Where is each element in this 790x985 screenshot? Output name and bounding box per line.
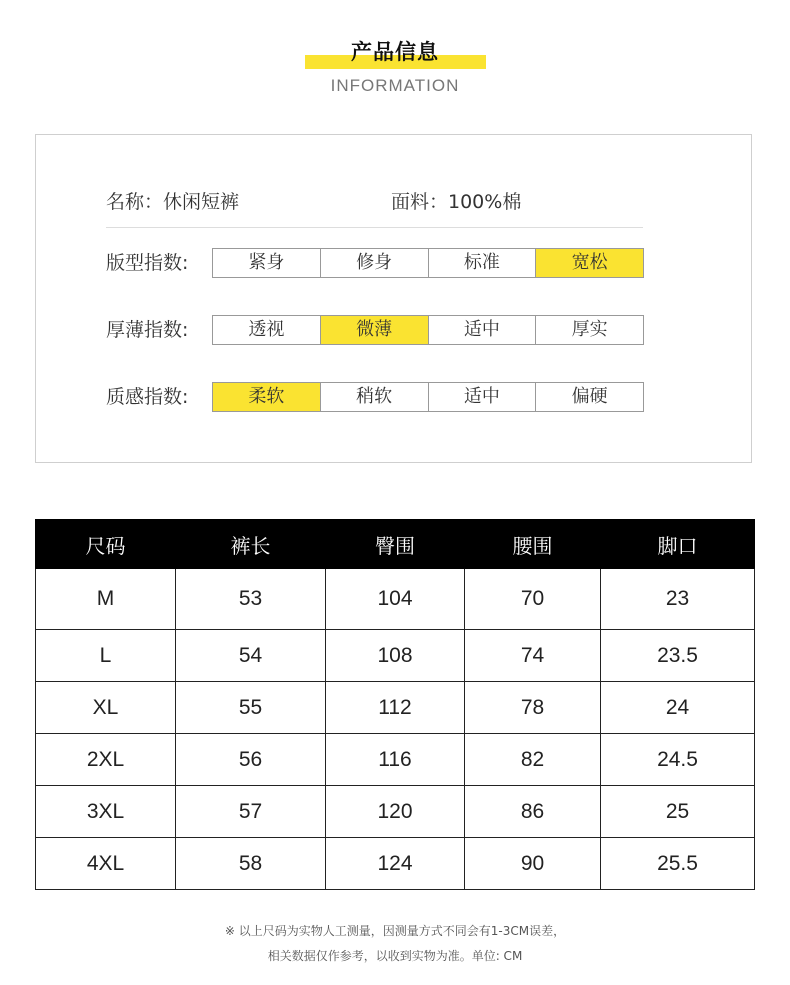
section-title: 产品信息: [351, 40, 439, 64]
metric-label: 版型指数:: [106, 252, 189, 274]
table-cell: 108: [326, 630, 465, 682]
metric-option: 微薄: [321, 316, 429, 344]
metric-option: 适中: [429, 383, 537, 411]
table-cell: 25: [601, 786, 755, 838]
section-subtitle: INFORMATION: [330, 76, 460, 95]
thickness-index: [106, 315, 646, 345]
table-row: [36, 569, 755, 630]
product-name: 名称：休闲短裤: [106, 191, 240, 213]
table-row: [36, 682, 755, 734]
table-row: [36, 838, 755, 890]
fit-index-scale: [212, 248, 644, 278]
texture-index: [106, 382, 646, 412]
table-cell: 53: [176, 569, 326, 630]
metric-option: 标准: [429, 249, 537, 277]
thickness-index-scale: [212, 315, 644, 345]
table-cell: 23.5: [601, 630, 755, 682]
table-cell: 55: [176, 682, 326, 734]
metric-option: 透视: [213, 316, 321, 344]
table-cell: 78: [465, 682, 601, 734]
table-cell: 57: [176, 786, 326, 838]
table-cell: 54: [176, 630, 326, 682]
table-row: [36, 630, 755, 682]
table-row: [36, 786, 755, 838]
table-cell: 86: [465, 786, 601, 838]
measurement-note: ※ 以上尺码为实物人工测量，因测量方式不同会有1-3CM误差，: [224, 924, 566, 938]
table-cell: 24: [601, 682, 755, 734]
column-header-hip: 臀围: [326, 520, 465, 569]
metric-option: 偏硬: [571, 386, 608, 407]
texture-index-scale: [212, 382, 644, 412]
table-cell: 124: [326, 838, 465, 890]
metric-option: 稍软: [321, 383, 429, 411]
table-cell: M: [36, 569, 176, 630]
table-cell: 24.5: [601, 734, 755, 786]
measurement-note-unit: 相关数据仅作参考，以收到实物为准。单位: CM: [267, 949, 523, 963]
table-cell: 112: [326, 682, 465, 734]
column-header-size: 尺码: [36, 520, 176, 569]
table-cell: 120: [326, 786, 465, 838]
info-divider: [106, 227, 643, 228]
table-cell: 82: [465, 734, 601, 786]
column-header-length: 裤长: [176, 520, 326, 569]
table-header-row: [36, 520, 755, 569]
metric-option: 紧身: [213, 249, 321, 277]
section-header: [0, 30, 790, 102]
table-cell: 74: [465, 630, 601, 682]
table-cell: 70: [465, 569, 601, 630]
column-header-hem: 脚口: [601, 520, 755, 569]
size-chart-table: [35, 519, 755, 890]
metric-option: 适中: [429, 316, 537, 344]
table-cell: 25.5: [601, 838, 755, 890]
metric-option: 宽松: [536, 249, 643, 277]
table-cell: L: [36, 630, 176, 682]
table-cell: 58: [176, 838, 326, 890]
metric-option: 柔软: [213, 383, 321, 411]
fit-index: [106, 248, 646, 278]
table-cell: 104: [326, 569, 465, 630]
metric-option: 厚实: [571, 319, 608, 340]
column-header-waist: 腰围: [465, 520, 601, 569]
table-cell: XL: [36, 682, 176, 734]
metric-option: 修身: [321, 249, 429, 277]
metric-label: 质感指数:: [106, 386, 189, 408]
product-info-panel: [35, 134, 752, 463]
table-cell: 90: [465, 838, 601, 890]
table-cell: 3XL: [36, 786, 176, 838]
table-row: [36, 734, 755, 786]
table-cell: 4XL: [36, 838, 176, 890]
product-fabric: 面料：100%棉: [391, 191, 522, 213]
table-cell: 2XL: [36, 734, 176, 786]
table-cell: 23: [601, 569, 755, 630]
metric-label: 厚薄指数:: [106, 319, 189, 341]
table-cell: 116: [326, 734, 465, 786]
table-cell: 56: [176, 734, 326, 786]
